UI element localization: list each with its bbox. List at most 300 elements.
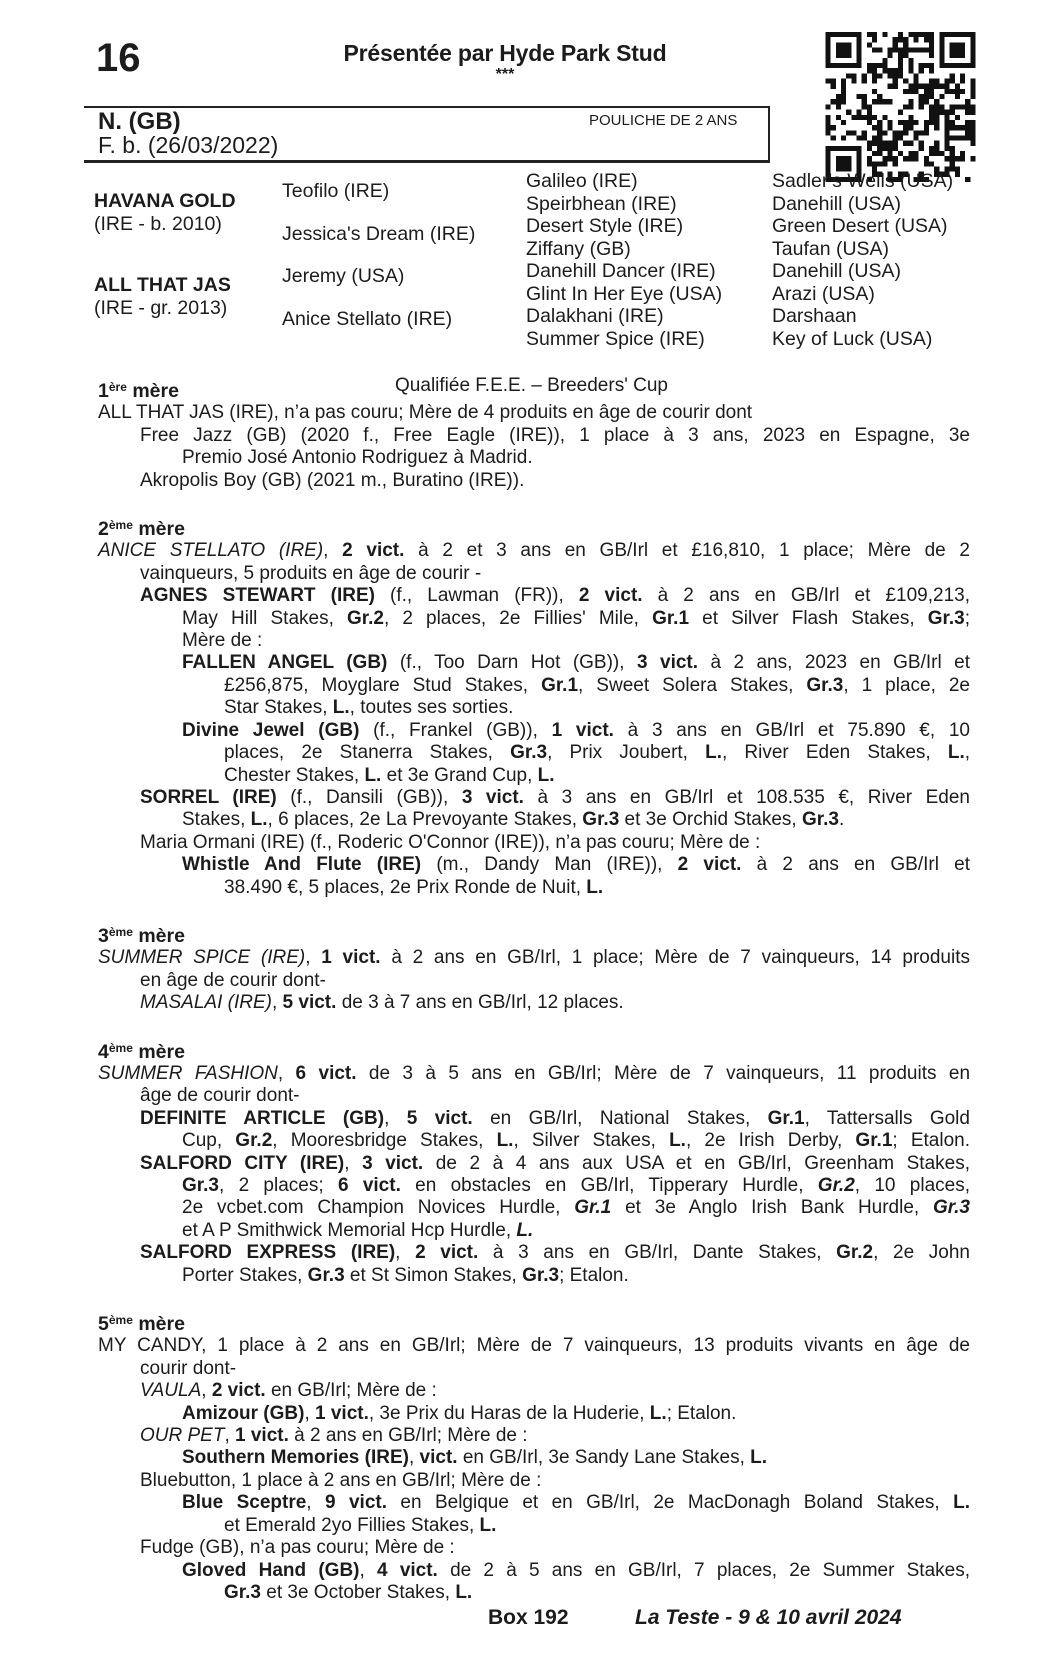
qr-module xyxy=(836,99,841,104)
qr-module xyxy=(939,42,944,47)
qr-module xyxy=(882,146,887,151)
text-run: , River Eden Stakes, xyxy=(721,742,948,764)
qr-module xyxy=(919,141,924,146)
text-line xyxy=(98,447,970,469)
text-run: , 2 places; xyxy=(218,1175,338,1196)
qr-module xyxy=(867,141,872,146)
text-run: en GB/Irl; Mère de : xyxy=(265,1380,437,1402)
qr-module xyxy=(898,73,903,78)
qr-module xyxy=(882,58,887,63)
qr-module xyxy=(867,161,872,166)
text-run: ; Etalon. xyxy=(559,1264,629,1286)
text-run: en GB/Irl, National Stakes, xyxy=(472,1107,768,1129)
qr-module xyxy=(934,115,939,120)
heading-number: 5 xyxy=(98,1313,109,1336)
qr-module xyxy=(944,141,949,146)
text-run: de 2 à 5 ans en GB/Irl, 7 places, 2e Summer Stakes, xyxy=(437,1559,971,1581)
text-run: , 10 places, xyxy=(854,1175,971,1196)
qr-module xyxy=(939,48,944,53)
text-line xyxy=(98,1220,970,1242)
text-run-emphasis: Southern Memories (IRE) xyxy=(182,1447,409,1469)
qr-module xyxy=(924,161,929,166)
text-run: , xyxy=(305,947,322,969)
qr-module xyxy=(965,110,970,115)
text-run: âge de courir dont- xyxy=(140,1085,300,1107)
qr-module xyxy=(929,151,934,156)
qr-module xyxy=(970,141,975,146)
text-run: en GB/Irl, 3e Sandy Lane Stakes, xyxy=(457,1447,751,1469)
text-line xyxy=(98,1108,970,1130)
qr-module xyxy=(960,63,965,68)
text-run-emphasis: L. xyxy=(364,764,382,786)
qualification-note: Qualifiée F.E.E. – Breeders' Cup xyxy=(395,375,668,396)
qr-module xyxy=(950,79,955,84)
text-line xyxy=(98,608,970,630)
text-run: Star Stakes, xyxy=(224,697,333,719)
pedigree-gen4-0: Sadler's Wells (USA) xyxy=(772,170,954,192)
qr-module xyxy=(893,79,898,84)
pedigree-gen3 xyxy=(526,170,722,350)
qr-module xyxy=(882,63,887,68)
text-run: et St Simon Stakes, xyxy=(344,1264,523,1286)
qr-module xyxy=(944,115,949,120)
qr-module xyxy=(888,125,893,130)
qr-module xyxy=(960,125,965,130)
text-run: et 3e Anglo Irish Bank Hurdle, xyxy=(611,1197,934,1219)
qr-module xyxy=(877,125,882,130)
qr-module xyxy=(955,125,960,130)
qr-module xyxy=(970,120,975,125)
qr-module xyxy=(913,130,918,135)
qr-module xyxy=(862,94,867,99)
qr-module xyxy=(898,120,903,125)
horse-type: POULICHE DE 2 ANS xyxy=(589,112,738,129)
qr-module xyxy=(955,32,960,37)
pedigree-gen2-2: Jeremy (USA) xyxy=(282,265,405,287)
qr-module xyxy=(970,135,975,140)
qr-module xyxy=(888,156,893,161)
dam-section-3 xyxy=(98,899,970,1015)
qr-code-icon[interactable] xyxy=(823,32,978,182)
qr-module xyxy=(929,115,934,120)
text-run-emphasis: ANICE STELLATO (IRE) xyxy=(98,540,324,562)
qr-module xyxy=(846,32,851,37)
pedigree-dam xyxy=(94,274,231,319)
text-line xyxy=(98,1175,970,1197)
text-run: courir dont- xyxy=(140,1357,237,1379)
text-line xyxy=(98,1085,970,1107)
qr-module xyxy=(846,110,851,115)
text-run: , toutes ses sorties. xyxy=(349,697,514,719)
text-run-emphasis: SUMMER SPICE (IRE) xyxy=(98,947,306,969)
qr-module xyxy=(970,104,975,109)
text-line xyxy=(98,1492,970,1514)
text-run-emphasis: 6 vict. xyxy=(337,1175,401,1196)
qr-module xyxy=(898,32,903,37)
text-run: May Hill Stakes, xyxy=(182,607,347,629)
text-run-emphasis: Gr.2 xyxy=(235,1130,273,1152)
text-run-emphasis: SUMMER FASHION xyxy=(98,1062,278,1084)
text-run: , Tattersalls Gold xyxy=(804,1107,970,1129)
qr-module xyxy=(919,94,924,99)
qr-module xyxy=(826,146,831,151)
qr-module xyxy=(939,94,944,99)
text-line xyxy=(98,1582,970,1604)
qr-module xyxy=(841,135,846,140)
qr-module xyxy=(950,125,955,130)
text-run-emphasis: Gr.1 xyxy=(574,1197,612,1219)
text-run-emphasis: Gr.3 xyxy=(182,1175,219,1196)
qr-module xyxy=(872,48,877,53)
qr-module xyxy=(913,120,918,125)
pedigree-gen3-5: Glint In Her Eye (USA) xyxy=(526,282,723,305)
text-run: Akropolis Boy (GB) (2021 m., Buratino (IRE)). xyxy=(140,469,525,491)
qr-module xyxy=(944,32,949,37)
heading-word: mère xyxy=(138,924,185,947)
qr-module xyxy=(924,84,929,89)
qr-module xyxy=(877,151,882,156)
qr-module xyxy=(934,104,939,109)
qr-module xyxy=(924,125,929,130)
horse-id-box xyxy=(84,106,770,163)
text-run: à 2 ans en GB/Irl et £109,213, xyxy=(642,585,970,607)
qr-module xyxy=(831,125,836,130)
heading-ordinal: ème xyxy=(108,518,133,533)
text-run: à 2 ans en GB/Irl et xyxy=(741,854,970,876)
qr-module xyxy=(913,73,918,78)
qr-module xyxy=(893,68,898,73)
qr-module xyxy=(908,99,913,104)
qr-module xyxy=(893,37,898,42)
qr-module xyxy=(826,151,831,156)
text-run: , xyxy=(384,1107,407,1129)
qr-module xyxy=(826,156,831,161)
qr-module xyxy=(929,104,934,109)
qr-module xyxy=(836,42,841,47)
qr-module xyxy=(934,125,939,130)
qr-module xyxy=(898,63,903,68)
qr-module xyxy=(924,63,929,68)
qr-module xyxy=(908,58,913,63)
qr-module xyxy=(970,53,975,58)
qr-module xyxy=(903,42,908,47)
text-run-emphasis: Gr.1 xyxy=(652,607,690,629)
pedigree-gen2-1: Jessica's Dream (IRE) xyxy=(282,223,476,245)
text-run-emphasis: Amizour (GB) xyxy=(182,1402,305,1424)
text-line xyxy=(98,1153,970,1175)
text-run: , xyxy=(964,742,971,764)
text-run-emphasis: L. xyxy=(332,697,350,719)
qr-module xyxy=(826,120,831,125)
qr-module xyxy=(955,104,960,109)
qr-module xyxy=(877,161,882,166)
qr-module xyxy=(955,48,960,53)
qr-module xyxy=(924,156,929,161)
qr-module xyxy=(950,151,955,156)
qr-module xyxy=(919,146,924,151)
qr-module xyxy=(862,130,867,135)
qr-module xyxy=(898,135,903,140)
text-run: (f., Too Darn Hot (GB)), xyxy=(387,652,637,674)
text-run-emphasis: SALFORD CITY (IRE) xyxy=(140,1152,345,1174)
text-line xyxy=(98,765,970,787)
text-run-emphasis: 2 vict. xyxy=(211,1380,266,1402)
qr-module xyxy=(970,130,975,135)
text-run: , 2e John xyxy=(873,1242,970,1264)
qr-module xyxy=(831,146,836,151)
qr-module xyxy=(836,104,841,109)
qr-module xyxy=(908,63,913,68)
qr-module xyxy=(841,99,846,104)
section-heading xyxy=(98,921,970,947)
pedigree-gen4-1: Danehill (USA) xyxy=(772,192,901,215)
text-line xyxy=(98,1358,970,1380)
qr-module xyxy=(882,141,887,146)
text-line xyxy=(98,1380,970,1402)
pedigree-gen4-2: Green Desert (USA) xyxy=(772,215,948,237)
heading-word: mère xyxy=(132,380,179,402)
qr-module xyxy=(924,99,929,104)
qr-module xyxy=(857,32,862,37)
qr-module xyxy=(970,110,975,115)
qr-module xyxy=(919,68,924,73)
text-run-emphasis: Gr.3 xyxy=(307,1264,345,1286)
qr-module xyxy=(841,63,846,68)
presenter-title: Présentée par Hyde Park Stud xyxy=(343,40,667,66)
heading-word: mère xyxy=(138,518,185,541)
qr-module xyxy=(893,146,898,151)
heading-ordinal: ème xyxy=(108,924,133,939)
qr-module xyxy=(898,37,903,42)
qr-module xyxy=(857,146,862,151)
qr-module xyxy=(934,120,939,125)
pedigree-gen3-3: Ziffany (GB) xyxy=(526,237,631,260)
text-run-emphasis: 2 vict. xyxy=(677,854,742,876)
qr-module xyxy=(965,130,970,135)
qr-module xyxy=(877,146,882,151)
qr-module xyxy=(893,156,898,161)
qr-module xyxy=(955,166,960,171)
text-run-emphasis: L. xyxy=(953,1492,971,1514)
qr-module xyxy=(893,48,898,53)
text-line xyxy=(98,425,970,447)
heading-ordinal: ème xyxy=(108,1040,133,1055)
pedigree-gen3-7: Summer Spice (IRE) xyxy=(526,327,705,350)
qr-module xyxy=(846,63,851,68)
text-run: 38.490 €, 5 places, 2e Prix Ronde de Nuit, xyxy=(224,876,587,898)
qr-module xyxy=(913,89,918,94)
text-run: à 3 ans en GB/Irl, Dante Stakes, xyxy=(478,1242,837,1264)
qr-module xyxy=(913,48,918,53)
qr-module xyxy=(970,58,975,63)
qr-module xyxy=(965,177,970,182)
qr-module xyxy=(929,48,934,53)
text-run: Premio José Antonio Rodriguez à Madrid. xyxy=(182,447,533,469)
qr-module xyxy=(955,63,960,68)
qr-module xyxy=(846,48,851,53)
qr-module xyxy=(877,141,882,146)
qr-module xyxy=(841,79,846,84)
qr-module xyxy=(841,156,846,161)
qr-module xyxy=(908,115,913,120)
text-run: Porter Stakes, xyxy=(182,1264,308,1286)
qr-module xyxy=(872,89,877,94)
heading-ordinal: ère xyxy=(108,380,127,394)
qr-module xyxy=(929,37,934,42)
text-run-emphasis: 1 vict. xyxy=(315,1402,369,1424)
qr-module xyxy=(831,99,836,104)
qr-module xyxy=(831,63,836,68)
qr-module xyxy=(872,99,877,104)
qr-module xyxy=(939,110,944,115)
qr-module xyxy=(882,32,887,37)
qr-module xyxy=(970,32,975,37)
pedigree-gen2-3: Anice Stellato (IRE) xyxy=(282,308,453,330)
text-line xyxy=(98,697,970,719)
qr-module xyxy=(888,73,893,78)
pedigree-gen2-0: Teofilo (IRE) xyxy=(282,180,390,202)
text-run: à 2 et 3 ans en GB/Irl et £16,810, 1 place; Mère de 2 xyxy=(404,540,970,562)
text-run: en âge de courir dont- xyxy=(140,969,326,991)
qr-module xyxy=(944,110,949,115)
qr-module xyxy=(898,58,903,63)
text-run-emphasis: 3 vict. xyxy=(636,652,699,674)
qr-module xyxy=(877,135,882,140)
qr-module xyxy=(867,32,872,37)
qr-module xyxy=(970,63,975,68)
qr-module xyxy=(882,161,887,166)
qr-module xyxy=(955,135,960,140)
qr-module xyxy=(955,156,960,161)
qr-module xyxy=(826,63,831,68)
text-run: , xyxy=(323,540,343,562)
text-line xyxy=(98,1403,970,1425)
qr-module xyxy=(929,68,934,73)
qr-module xyxy=(919,99,924,104)
text-run-emphasis: VAULA xyxy=(140,1380,202,1402)
text-run: et 3e Grand Cup, xyxy=(381,764,538,786)
text-run-emphasis: AGNES STEWART (IRE) xyxy=(140,585,375,607)
text-run: vainqueurs, 5 produits en âge de courir - xyxy=(140,562,482,584)
text-line xyxy=(98,1447,970,1469)
qr-module xyxy=(888,48,893,53)
text-run-emphasis: Gr.3 xyxy=(582,809,620,831)
text-run-emphasis: Gr.2 xyxy=(817,1175,855,1196)
text-run: à 2 ans en GB/Irl; Mère de : xyxy=(288,1425,528,1447)
qr-module xyxy=(877,120,882,125)
qr-module xyxy=(950,110,955,115)
section-gap xyxy=(98,1015,970,1037)
qr-module xyxy=(862,79,867,84)
dam-section-1 xyxy=(98,376,970,492)
text-run-emphasis: Gr.3 xyxy=(522,1264,560,1286)
qr-module xyxy=(950,135,955,140)
qr-module xyxy=(944,135,949,140)
qr-module xyxy=(857,110,862,115)
qr-module xyxy=(826,79,831,84)
qr-module xyxy=(924,94,929,99)
text-run-emphasis: 3 vict. xyxy=(461,786,524,808)
qr-module xyxy=(965,32,970,37)
qr-module xyxy=(851,130,856,135)
text-line xyxy=(98,787,970,809)
qr-module xyxy=(836,115,841,120)
qr-module xyxy=(913,135,918,140)
qr-module xyxy=(908,68,913,73)
qr-module xyxy=(851,115,856,120)
text-run-emphasis: Whistle And Flute (IRE) xyxy=(182,854,422,876)
qr-module xyxy=(836,53,841,58)
text-run: , Prix Joubert, xyxy=(547,742,706,764)
qr-module xyxy=(955,172,960,177)
text-line xyxy=(98,1197,970,1219)
text-run-emphasis: L. xyxy=(516,1219,534,1241)
pedigree-gen3-0: Galileo (IRE) xyxy=(526,170,638,192)
text-run-emphasis: 9 vict. xyxy=(325,1492,387,1514)
qr-module xyxy=(950,120,955,125)
qr-module xyxy=(872,63,877,68)
qr-module xyxy=(919,84,924,89)
qr-module xyxy=(929,110,934,115)
qr-module xyxy=(970,42,975,47)
qr-module xyxy=(924,48,929,53)
text-run: et Silver Flash Stakes, xyxy=(689,607,928,629)
qr-module xyxy=(836,48,841,53)
heading-number: 4 xyxy=(98,1040,109,1063)
text-run: , xyxy=(395,1242,416,1264)
qr-module xyxy=(919,104,924,109)
qr-module xyxy=(960,42,965,47)
text-run-emphasis: DEFINITE ARTICLE (GB) xyxy=(140,1107,385,1129)
qr-module xyxy=(960,156,965,161)
text-run: ; Etalon. xyxy=(666,1402,737,1424)
qr-module xyxy=(934,141,939,146)
text-run: de 3 à 7 ans en GB/Irl, 12 places. xyxy=(336,992,624,1014)
text-run-emphasis: Gr.1 xyxy=(541,674,579,696)
text-run-emphasis: Gloved Hand (GB) xyxy=(182,1559,360,1581)
qr-module xyxy=(857,42,862,47)
text-run-emphasis: MASALAI (IRE) xyxy=(140,992,272,1014)
qr-module xyxy=(893,73,898,78)
pedigree-gen4-5: Arazi (USA) xyxy=(772,282,875,305)
qr-module xyxy=(960,79,965,84)
text-run-emphasis: OUR PET xyxy=(140,1425,225,1447)
qr-module xyxy=(877,48,882,53)
qr-module xyxy=(950,63,955,68)
qr-module xyxy=(872,73,877,78)
pedigree-gen4-3: Taufan (USA) xyxy=(772,237,890,260)
qr-module xyxy=(950,161,955,166)
text-line xyxy=(98,877,970,899)
qr-module xyxy=(877,94,882,99)
qr-module xyxy=(882,115,887,120)
qr-module xyxy=(955,89,960,94)
qr-module xyxy=(872,68,877,73)
text-run: Free Jazz (GB) (2020 f., Free Eagle (IRE)), 1 place à 3 ans, 2023 en Espagne, 3e xyxy=(140,424,970,446)
heading-number: 1 xyxy=(98,380,109,402)
text-run-emphasis: L. xyxy=(669,1130,686,1152)
text-run-emphasis: L. xyxy=(586,876,604,898)
text-run-emphasis: 4 vict. xyxy=(377,1559,438,1581)
qr-module xyxy=(939,37,944,42)
qr-module xyxy=(831,84,836,89)
qr-module xyxy=(960,135,965,140)
text-run: Maria Ormani (IRE) (f., Roderic O'Connor (IRE)), n’a pas couru; Mère de : xyxy=(140,831,761,853)
text-run-emphasis: 1 vict. xyxy=(551,719,614,741)
qr-module xyxy=(919,130,924,135)
qr-module xyxy=(841,89,846,94)
text-run-emphasis: Gr.1 xyxy=(855,1130,893,1152)
